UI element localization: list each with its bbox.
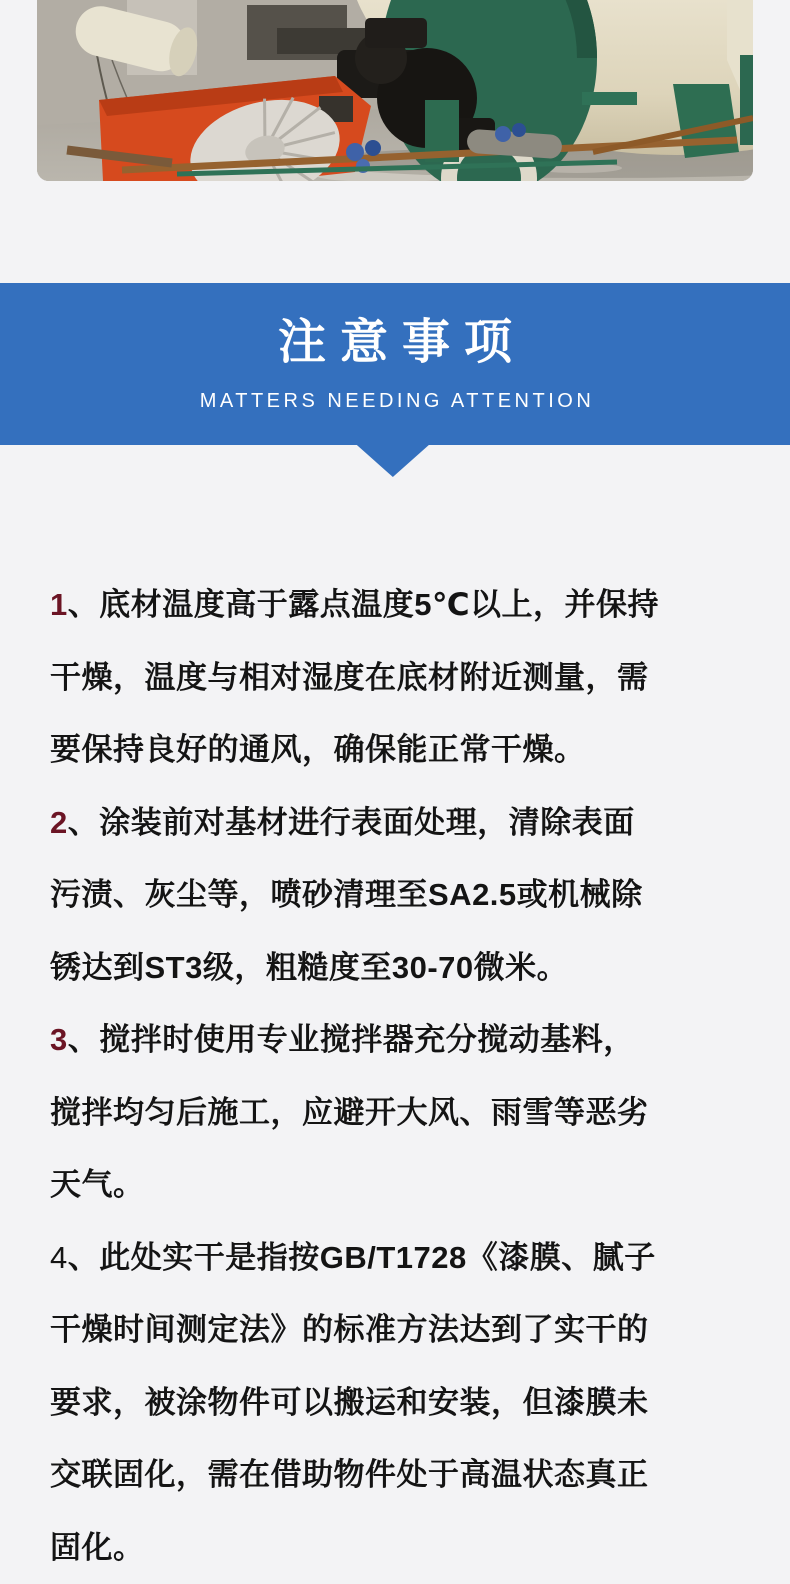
note-line: 锈达到ST3级，粗糙度至30-70微米。 xyxy=(50,932,745,1005)
attention-banner xyxy=(0,283,790,445)
front-plate-flange xyxy=(582,92,637,105)
note-line: 干燥时间测定法》的标准方法达到了实干的 xyxy=(50,1294,745,1367)
note-line: 4、此处实干是指按GB/T1728《漆膜、腻子 xyxy=(50,1222,745,1295)
product-photo xyxy=(37,0,753,181)
note-line: 天气。 xyxy=(50,1149,745,1222)
banner-pointer-triangle xyxy=(357,445,429,477)
note-line: 3、搅拌时使用专业搅拌器充分搅动基料， xyxy=(50,1004,745,1077)
burner-top-box xyxy=(365,18,427,48)
note-line: 搅拌均匀后施工，应避开大风、雨雪等恶劣 xyxy=(50,1077,745,1150)
note-number: 2 xyxy=(50,805,68,840)
note-line: 干燥，温度与相对湿度在底材附近测量，需 xyxy=(50,642,745,715)
note-line: 2、涂装前对基材进行表面处理，清除表面 xyxy=(50,787,745,860)
note-number: 3 xyxy=(50,1022,68,1057)
note-line: 污渍、灰尘等，喷砂清理至SA2.5或机械除 xyxy=(50,859,745,932)
note-line: 交联固化，需在借助物件处于高温状态真正 xyxy=(50,1439,745,1512)
boiler-photo-illustration xyxy=(37,0,753,181)
note-line: 要保持良好的通风，确保能正常干燥。 xyxy=(50,714,745,787)
note-number: 4 xyxy=(50,1240,68,1275)
note-line: 1、底材温度高于露点温度5℃以上，并保持 xyxy=(50,569,745,642)
tank-leg-right xyxy=(740,55,753,145)
note-line: 要求，被涂物件可以搬运和安装，但漆膜未 xyxy=(50,1367,745,1440)
note-number: 1 xyxy=(50,587,68,622)
banner-subtitle: MATTERS NEEDING ATTENTION xyxy=(196,389,595,413)
notes-list xyxy=(0,569,790,1584)
note-line: 固化。 xyxy=(50,1512,745,1584)
banner-title: 注意事项 xyxy=(264,317,526,369)
